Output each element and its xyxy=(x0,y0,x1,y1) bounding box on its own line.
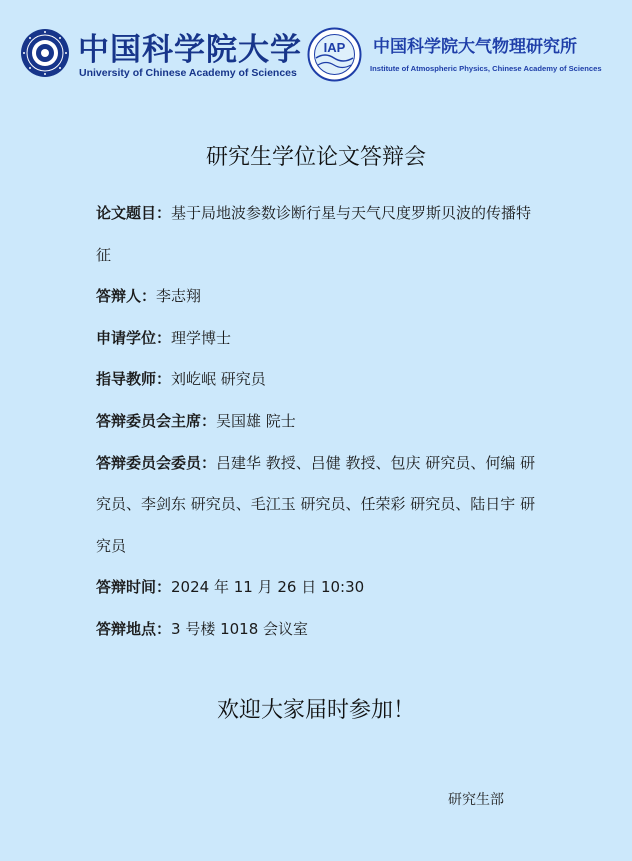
info-row-time xyxy=(96,567,546,609)
ucas-emblem-icon xyxy=(20,28,70,78)
iap-name-chinese: 中国科学院大气物理研究所 xyxy=(373,37,577,57)
info-label: 答辩时间： xyxy=(96,578,172,597)
info-label: 论文题目： xyxy=(96,204,172,222)
info-row-committee-chair xyxy=(96,401,546,443)
info-row-committee-members xyxy=(96,443,546,568)
welcome-message: 欢迎大家届时参加！ xyxy=(216,698,415,723)
iap-name-english: Institute of Atmospheric Physics, Chinese Academy of Sciences xyxy=(370,64,602,73)
info-label: 答辩人： xyxy=(96,287,157,306)
info-value: 刘屹岷 研究员 xyxy=(171,370,266,389)
iap-logo-text: IAP xyxy=(323,40,346,55)
defense-info-list xyxy=(96,193,546,651)
info-value: 吕建华 教授、吕健 教授、包庆 研究员、何编 研究员、李剑东 研究员、毛江玉 研究员、任荣彩 研究员、陆日宇 研究员 xyxy=(96,453,536,555)
info-row-degree xyxy=(96,318,546,360)
info-label: 答辩委员会主席： xyxy=(96,411,217,430)
info-value: 3 号楼 1018 会议室 xyxy=(171,619,309,638)
organizer-department: 研究生部 xyxy=(448,792,504,808)
info-row-location xyxy=(96,609,546,651)
info-row-advisor xyxy=(96,359,546,401)
info-label: 答辩地点： xyxy=(96,619,172,638)
info-label: 指导教师： xyxy=(96,370,172,389)
info-value: 吴国雄 院士 xyxy=(216,411,296,430)
header-banner xyxy=(0,0,632,100)
info-row-thesis-title xyxy=(96,193,546,276)
info-value: 李志翔 xyxy=(156,287,202,306)
page-title: 研究生学位论文答辩会 xyxy=(205,145,426,170)
iap-emblem-icon xyxy=(307,27,362,82)
info-row-candidate xyxy=(96,276,546,318)
info-value: 理学博士 xyxy=(171,328,232,347)
info-label: 答辩委员会委员： xyxy=(96,453,217,472)
info-label: 申请学位： xyxy=(96,328,172,347)
info-value: 2024 年 11 月 26 日 10:30 xyxy=(171,578,365,597)
info-value: 基于局地波参数诊断行星与天气尺度罗斯贝波的传播特征 xyxy=(96,204,532,264)
ucas-name-english: University of Chinese Academy of Sciences xyxy=(79,67,297,79)
ucas-name-chinese: 中国科学院大学 xyxy=(78,32,302,68)
